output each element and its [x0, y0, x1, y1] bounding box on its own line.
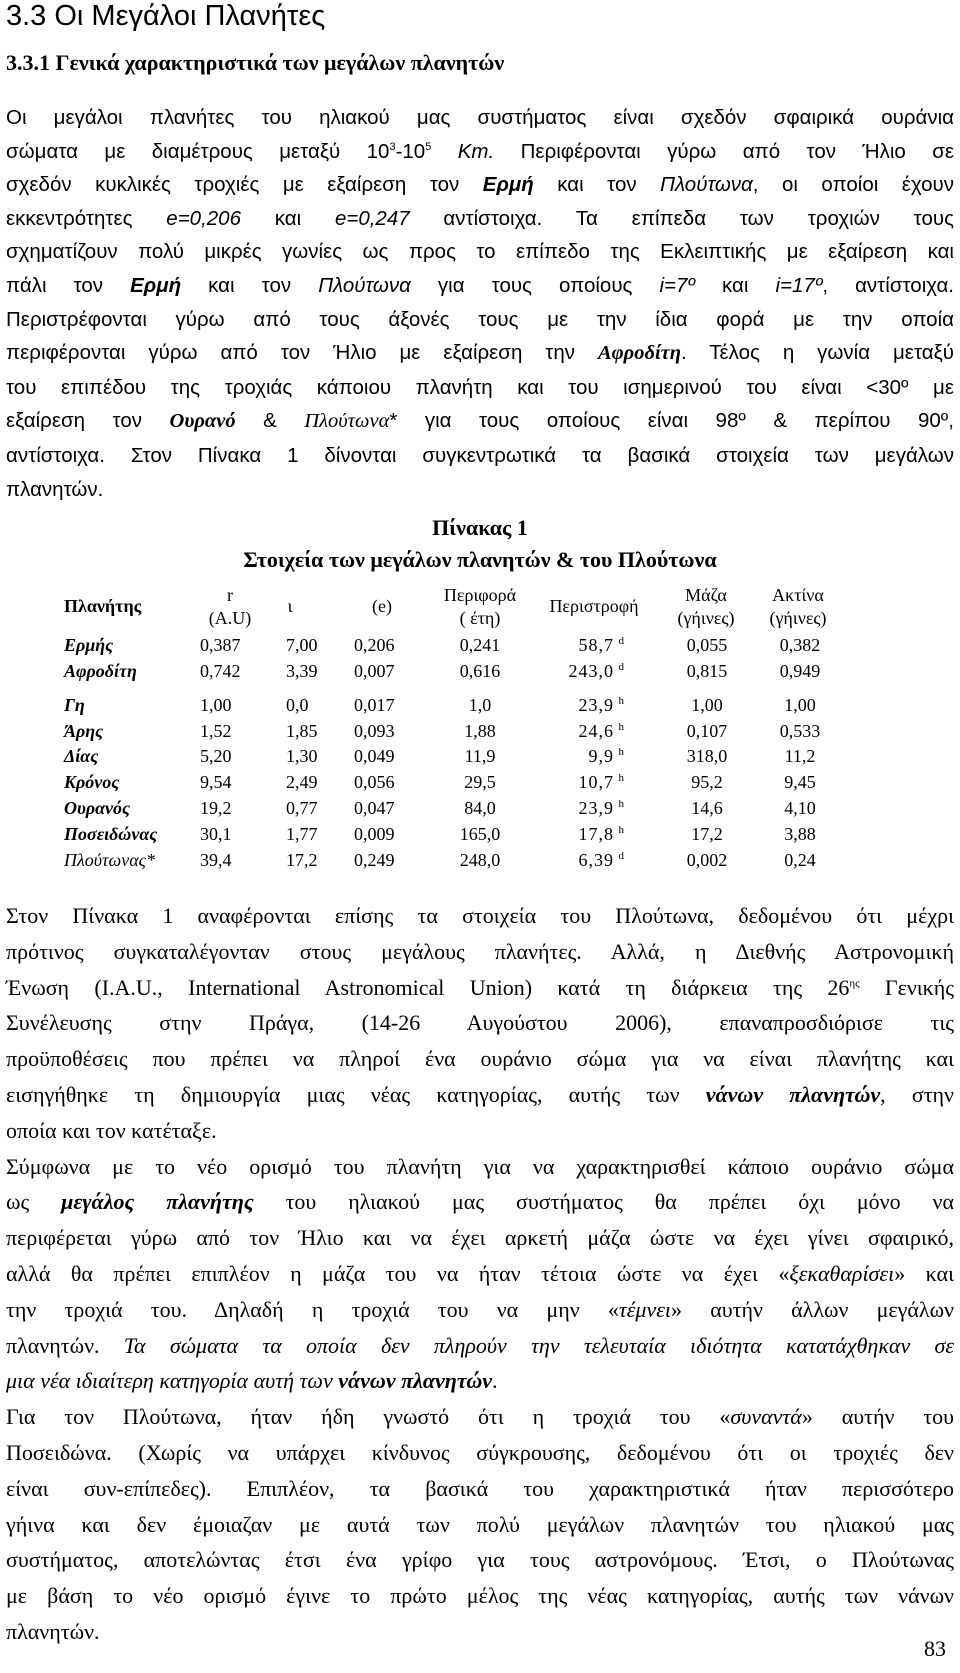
value-text: e=0,206	[132, 206, 275, 230]
table-cell-r: 1,52	[200, 721, 232, 741]
table-cell-rot	[540, 695, 624, 716]
table-cell-i: 17,2	[286, 850, 318, 870]
planet-name: Ερμή	[130, 273, 182, 297]
text-span: πλανητών.	[6, 1332, 124, 1358]
subsection-heading: 3.3.1 Γενικά χαρακτηριστικά των μεγάλων πλανητών	[6, 50, 505, 75]
table-cell-e: 0,249	[354, 850, 395, 870]
header-rotation: Περιστροφή	[549, 596, 639, 616]
table-cell-rad: 0,533	[779, 721, 821, 741]
page-number: 83	[924, 1636, 946, 1661]
intro-line	[6, 135, 954, 169]
table-cell-p: 0,616	[459, 661, 501, 681]
table-cell-rad: 1,00	[784, 695, 816, 715]
body-line: Σύμφωνα με το νέο ορισμό του πλανήτη για να χαρακτηρισθεί κάποιο ουράνιο σώμα	[6, 1153, 954, 1179]
header-iota: ι	[287, 596, 293, 616]
text-span: αλλά θα πρέπει επιπλέον η μάζα του να ήταν τέτοια ώστε να έχει «	[6, 1260, 790, 1286]
text-span: * για τους οποίους είναι 98º & περίπου 90º,	[389, 409, 954, 433]
table-cell-p: 1,0	[468, 695, 492, 715]
intro-line: πλανητών.	[6, 477, 104, 501]
table-cell-rad: 0,949	[779, 661, 821, 681]
intro-line	[6, 336, 954, 371]
intro-line	[6, 168, 954, 202]
table-row-planet-name: Άρης	[64, 721, 104, 741]
text-span: για τους οποίους	[410, 273, 660, 297]
text-span: » αυτήν άλλων μεγάλων	[671, 1296, 954, 1322]
value-text: i=7º	[659, 273, 695, 297]
rotation-value: 23,9	[578, 695, 614, 715]
emphasis-text: ξεκαθαρίσει	[789, 1260, 895, 1286]
text-span: σώματα με διαμέτρους μεταξύ 10	[6, 139, 390, 163]
table-cell-e: 0,017	[354, 695, 395, 715]
table-cell-r: 0,387	[200, 635, 241, 655]
table-row-planet-name: Γη	[64, 695, 85, 715]
emphasis-text: Τα σώματα τα οποία δεν πληρούν την τελευταία ιδιότητα κατατάχθηκαν σε	[123, 1332, 954, 1358]
section-heading: 3.3 Οι Μεγάλοι Πλανήτες	[6, 0, 326, 32]
table-cell-m: 17,2	[691, 824, 723, 844]
body-line: είναι συν-επίπεδες). Επιπλέον, τα βασικά του χαρακτηριστικά ήταν περισσότερο	[6, 1475, 954, 1501]
body-line	[6, 1292, 954, 1328]
table-cell-m: 1,00	[691, 695, 723, 715]
planet-name: Αφροδίτη	[597, 342, 682, 365]
body-line: οποία και τον κατέταξε.	[6, 1117, 217, 1143]
table-cell-r: 0,742	[200, 661, 241, 681]
table-cell-m: 318,0	[686, 746, 728, 766]
table-row-planet-name: Ερμής	[64, 635, 114, 655]
table-cell-rot	[540, 824, 624, 845]
body-line	[6, 1077, 954, 1113]
table-cell-p: 84,0	[464, 798, 496, 818]
emphasis-text: τέμνει	[618, 1296, 672, 1322]
body-line: Συνέλευσης στην Πράγα, (14-26 Αυγούστου 2006), επαναπροσδιόρισε τις	[6, 1010, 954, 1036]
table-cell-m: 14,6	[691, 798, 723, 818]
text-span: του ηλιακού μας συστήματος θα πρέπει όχι μόνο να	[253, 1189, 954, 1215]
rotation-value: 6,39	[578, 850, 614, 870]
value-text: e=0,247	[301, 206, 444, 230]
table-cell-rot	[540, 772, 624, 793]
rotation-value: 17,8	[578, 824, 614, 844]
text-span: Τα επίπεδα των τροχιών τους	[542, 206, 954, 230]
header-mass-unit: (γήινες)	[677, 608, 735, 628]
table-cell-rot	[540, 635, 624, 656]
emphasis-text: νάνων πλανητών	[705, 1081, 881, 1107]
table-cell-rot	[540, 746, 624, 767]
text-span: εξαίρεση τον	[6, 409, 142, 433]
body-line: Ποσειδώνα. (Χωρίς να υπάρχει κίνδυνος σύγκρουσης, δεδομένου ότι οι τροχιές δεν	[6, 1439, 954, 1465]
header-e: (e)	[372, 596, 392, 616]
intro-line	[6, 269, 954, 303]
table-cell-p: 165,0	[459, 824, 501, 844]
intro-line: Οι μεγάλοι πλανήτες του ηλιακού μας συστήματος είναι σχεδόν σφαιρικά ουράνια	[6, 106, 954, 129]
table-cell-i: 3,39	[286, 661, 318, 681]
emphasis-text: μεγάλος πλανήτης	[61, 1189, 254, 1215]
text-span: , στην	[880, 1081, 954, 1107]
text-span: , οι οποίοι έχουν	[752, 173, 955, 197]
table-cell-i: 1,85	[286, 721, 318, 741]
rotation-value: 23,9	[578, 798, 614, 818]
table-cell-rad: 3,88	[784, 824, 816, 844]
rotation-unit: d	[618, 635, 624, 647]
text-span: και	[694, 273, 776, 297]
rotation-unit: d	[618, 661, 624, 673]
text-span: , αντίστοιχα.	[822, 273, 955, 297]
intro-line: αντίστοιχα. Στον Πίνακα 1 δίνονται συγκεντρωτικά τα βασικά στοιχεία των μεγάλων	[6, 443, 954, 467]
table-cell-rot	[540, 798, 624, 819]
body-line: προϋποθέσεις που πρέπει να πληροί ένα ουράνιο σώμα για να είναι πλανήτης και	[6, 1046, 954, 1072]
intro-line: Περιστρέφονται γύρω από τους άξονές τους με την ίδια φορά με την οποία	[6, 307, 954, 331]
text-span: &	[235, 409, 305, 433]
body-line: πλανητών.	[6, 1618, 100, 1644]
table-cell-e: 0,047	[354, 798, 395, 818]
emphasis-text: μια νέα ιδιαίτερη κατηγορία αυτή των	[6, 1368, 339, 1394]
table-row-planet-name: Πλούτωνας*	[64, 850, 155, 870]
superscript: ης	[849, 977, 860, 990]
table-cell-p: 1,88	[464, 721, 496, 741]
rotation-value: 24,6	[578, 721, 614, 741]
table-cell-i: 1,30	[286, 746, 318, 766]
text-span: και τον	[533, 173, 661, 197]
planet-name: Πλούτωνα	[660, 173, 753, 197]
table-cell-m: 0,002	[686, 850, 728, 870]
table-cell-r: 5,20	[200, 746, 232, 766]
table-cell-r: 30,1	[200, 824, 232, 844]
rotation-unit: h	[618, 695, 624, 707]
body-line: πρότινος συγκαταλέγονταν στους μεγάλους πλανήτες. Αλλά, η Διεθνής Αστρονομική	[6, 938, 954, 964]
body-line: συστήματος, αποτελώντας έτσι ένα γρίφο για τους αστρονόμους. Έτσι, ο Πλούτωνας	[6, 1547, 954, 1573]
header-r-unit: (A.U)	[208, 608, 252, 628]
text-span: εισηγήθηκε τη δημιουργία μιας νέας κατηγορίας, αυτής των	[6, 1081, 706, 1107]
table-subtitle: Στοιχεία των μεγάλων πλανητών & του Πλούτωνα	[243, 547, 717, 572]
body-line	[6, 1256, 954, 1292]
text-span: εκκεντρότητες	[6, 206, 133, 230]
table-cell-m: 0,107	[686, 721, 728, 741]
rotation-value: 10,7	[578, 772, 614, 792]
table-row-planet-name: Αφροδίτη	[64, 661, 137, 681]
superscript: 5	[425, 140, 432, 153]
text-span: Περιφέρονται γύρω από τον Ήλιο σε	[494, 139, 954, 163]
table-cell-i: 2,49	[286, 772, 318, 792]
rotation-unit: h	[618, 746, 624, 758]
table-cell-i: 0,0	[286, 695, 309, 715]
body-line	[6, 970, 954, 1006]
body-line: περιφέρεται γύρω από τον Ήλιο και να έχει αρκετή μάζα ώστε να έχει γίνει σφαιρικό,	[6, 1225, 954, 1251]
text-span: » και	[894, 1260, 954, 1286]
table-row-planet-name: Ποσειδώνας	[64, 824, 158, 844]
body-line: με βάση το νέο ορισμό έγινε το πρώτο μέλος της νέας κατηγορίας, αυτής των νάνων	[6, 1583, 954, 1609]
text-span: ως	[6, 1189, 62, 1215]
text-span: .	[492, 1368, 498, 1394]
planet-name: Πλούτωνα	[304, 410, 390, 433]
header-radius: Ακτίνα	[772, 585, 824, 605]
table-cell-p: 248,0	[459, 850, 501, 870]
header-planet: Πλανήτης	[64, 596, 142, 616]
planet-name: Πλούτωνα	[318, 273, 411, 297]
text-span: Γενικής	[859, 974, 954, 1000]
body-line	[6, 1184, 954, 1220]
table-title: Πίνακας 1	[432, 515, 528, 540]
superscript: 3	[389, 140, 396, 153]
text-span: . Τέλος η γωνία μεταξύ	[681, 341, 954, 365]
table-cell-r: 9,54	[200, 772, 232, 792]
intro-line: σχηματίζουν πολύ μικρές γωνίες ως προς το επίπεδο της Εκλειπτικής με εξαίρεση και	[6, 240, 954, 264]
rotation-value: 9,9	[588, 746, 614, 766]
text-span: Ένωση (I.A.U., International Astronomical Union) κατά τη διάρκεια της 26	[6, 974, 850, 1000]
intro-paragraph	[6, 101, 954, 506]
table-cell-rad: 11,2	[784, 746, 816, 766]
intro-line	[6, 202, 954, 236]
table-row-planet-name: Κρόνος	[64, 772, 120, 792]
emphasis-text: νάνων πλανητών	[338, 1368, 492, 1394]
table-cell-rad: 0,24	[784, 850, 816, 870]
table-cell-i: 7,00	[286, 635, 318, 655]
table-cell-p: 0,241	[459, 635, 501, 655]
text-span: και	[274, 206, 302, 230]
header-r: r	[227, 585, 233, 605]
intro-line	[6, 404, 954, 439]
table-cell-m: 0,055	[686, 635, 728, 655]
rotation-unit: h	[618, 772, 624, 784]
text-span: » αυτήν του	[801, 1404, 954, 1430]
table-cell-r: 39,4	[200, 850, 232, 870]
intro-line: του επιπέδου της τροχιάς κάποιου πλανήτη και του ισημερινού του είναι <30º με	[6, 375, 954, 399]
unit-text: Km.	[431, 139, 495, 163]
rotation-value: 243,0	[568, 661, 614, 681]
table-cell-rot	[540, 661, 624, 682]
table-cell-e: 0,049	[354, 746, 395, 766]
table-cell-rad: 9,45	[784, 772, 816, 792]
text-span: Για τον Πλούτωνα, ήταν ήδη γνωστό ότι η τροχιά του «	[6, 1404, 731, 1430]
table-cell-e: 0,206	[354, 635, 395, 655]
table-cell-m: 95,2	[691, 772, 723, 792]
table-cell-rot	[540, 850, 624, 871]
table-cell-e: 0,093	[354, 721, 395, 741]
planet-name: Ουρανό	[169, 410, 236, 433]
table-cell-rot	[540, 721, 624, 742]
table-cell-e: 0,056	[354, 772, 395, 792]
rotation-unit: h	[618, 798, 624, 810]
text-span: και τον	[181, 273, 319, 297]
table-cell-r: 1,00	[200, 695, 232, 715]
rotation-unit: h	[618, 721, 624, 733]
rotation-unit: d	[618, 850, 624, 862]
planet-table	[0, 585, 960, 895]
table-cell-p: 29,5	[464, 772, 496, 792]
table-cell-i: 1,77	[286, 824, 318, 844]
rotation-value: 58,7	[578, 635, 614, 655]
body-line	[6, 1363, 954, 1399]
header-mass: Μάζα	[685, 585, 727, 605]
body-line	[6, 1328, 954, 1364]
text-span: πάλι τον	[6, 273, 104, 297]
emphasis-text: συναντά	[730, 1404, 802, 1430]
header-radius-unit: (γήινες)	[769, 608, 827, 628]
text-span: αντίστοιχα.	[443, 206, 543, 230]
table-cell-m: 0,815	[686, 661, 728, 681]
table-cell-rad: 4,10	[784, 798, 816, 818]
body-line: Στον Πίνακα 1 αναφέρονται επίσης τα στοιχεία του Πλούτωνα, δεδομένου ότι μέχρι	[6, 903, 954, 928]
body-line	[6, 1399, 954, 1435]
text-span: -10	[395, 139, 426, 163]
text-span: περιφέρονται γύρω από τον Ήλιο με εξαίρεση την	[6, 341, 576, 365]
body-line: γήινα και δεν έμοιαζαν με αυτά των πολύ μεγάλων πλανητών του ηλιακού μας	[6, 1511, 954, 1537]
table-cell-p: 11,9	[464, 746, 496, 766]
table-row-planet-name: Δίας	[64, 746, 99, 766]
table-cell-i: 0,77	[286, 798, 318, 818]
body-text	[6, 898, 954, 1650]
table-cell-r: 19,2	[200, 798, 232, 818]
text-span: σχεδόν κυκλικές τροχιές με εξαίρεση τον	[6, 173, 460, 197]
table-cell-rad: 0,382	[779, 635, 821, 655]
table-row-planet-name: Ουρανός	[64, 798, 131, 818]
header-period-unit: ( έτη)	[459, 608, 501, 628]
table-cell-e: 0,009	[354, 824, 395, 844]
value-text: i=17º	[775, 273, 823, 297]
rotation-unit: h	[618, 824, 624, 836]
header-period: Περιφορά	[443, 585, 517, 605]
table-cell-e: 0,007	[354, 661, 395, 681]
text-span: την τροχιά του. Δηλαδή η τροχιά του να μην «	[6, 1296, 619, 1322]
planet-name: Ερμή	[482, 173, 534, 197]
